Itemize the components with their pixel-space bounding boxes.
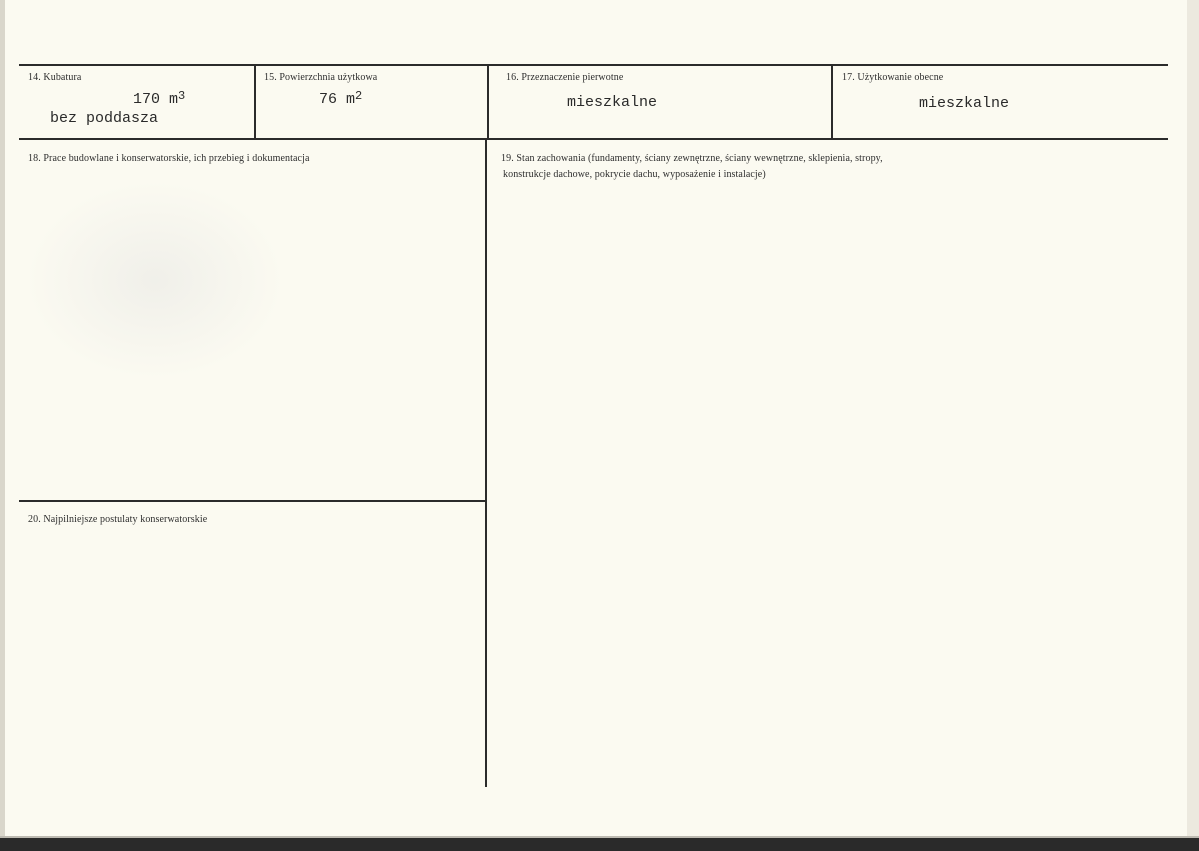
row-divider-18-20 — [19, 500, 485, 502]
col-divider-14-15 — [254, 64, 256, 138]
page-bottom-edge — [0, 838, 1199, 851]
field-15-value-exponent: 2 — [355, 89, 363, 103]
field-14-value-exponent: 3 — [178, 89, 186, 103]
field-16-label: 16. Przeznaczenie pierwotne — [506, 72, 624, 83]
col-divider-15-16 — [487, 64, 489, 138]
field-14-value-text: 170 m — [133, 91, 179, 108]
field-15-value-text: 76 m — [319, 91, 356, 108]
field-16-value: mieszkalne — [567, 94, 658, 111]
form-page — [5, 0, 1187, 838]
field-14-note: bez poddasza — [50, 110, 159, 127]
field-19-label-line1: 19. Stan zachowania (fundamenty, ściany zewnętrzne, ściany wewnętrzne, sklepienia, stropy, — [501, 153, 883, 164]
page-right-edge — [1187, 0, 1199, 851]
top-rule — [19, 64, 1168, 66]
field-14-value — [133, 91, 185, 109]
paper-stain — [25, 180, 285, 380]
field-17-label: 17. Użytkowanie obecne — [842, 72, 944, 83]
col-divider-16-17 — [831, 64, 833, 138]
field-19-label-line2: konstrukcje dachowe, pokrycie dachu, wyposażenie i instalacje) — [503, 169, 766, 180]
field-20-label: 20. Najpilniejsze postulaty konserwatorskie — [28, 514, 208, 525]
col-divider-main — [485, 140, 487, 787]
row1-bottom-rule — [19, 138, 1168, 140]
field-17-value: mieszkalne — [919, 95, 1010, 112]
field-18-label: 18. Prace budowlane i konserwatorskie, ich przebieg i dokumentacja — [28, 153, 310, 164]
field-14-label: 14. Kubatura — [28, 72, 82, 83]
field-15-label: 15. Powierzchnia użytkowa — [264, 72, 378, 83]
field-15-value — [319, 91, 362, 109]
